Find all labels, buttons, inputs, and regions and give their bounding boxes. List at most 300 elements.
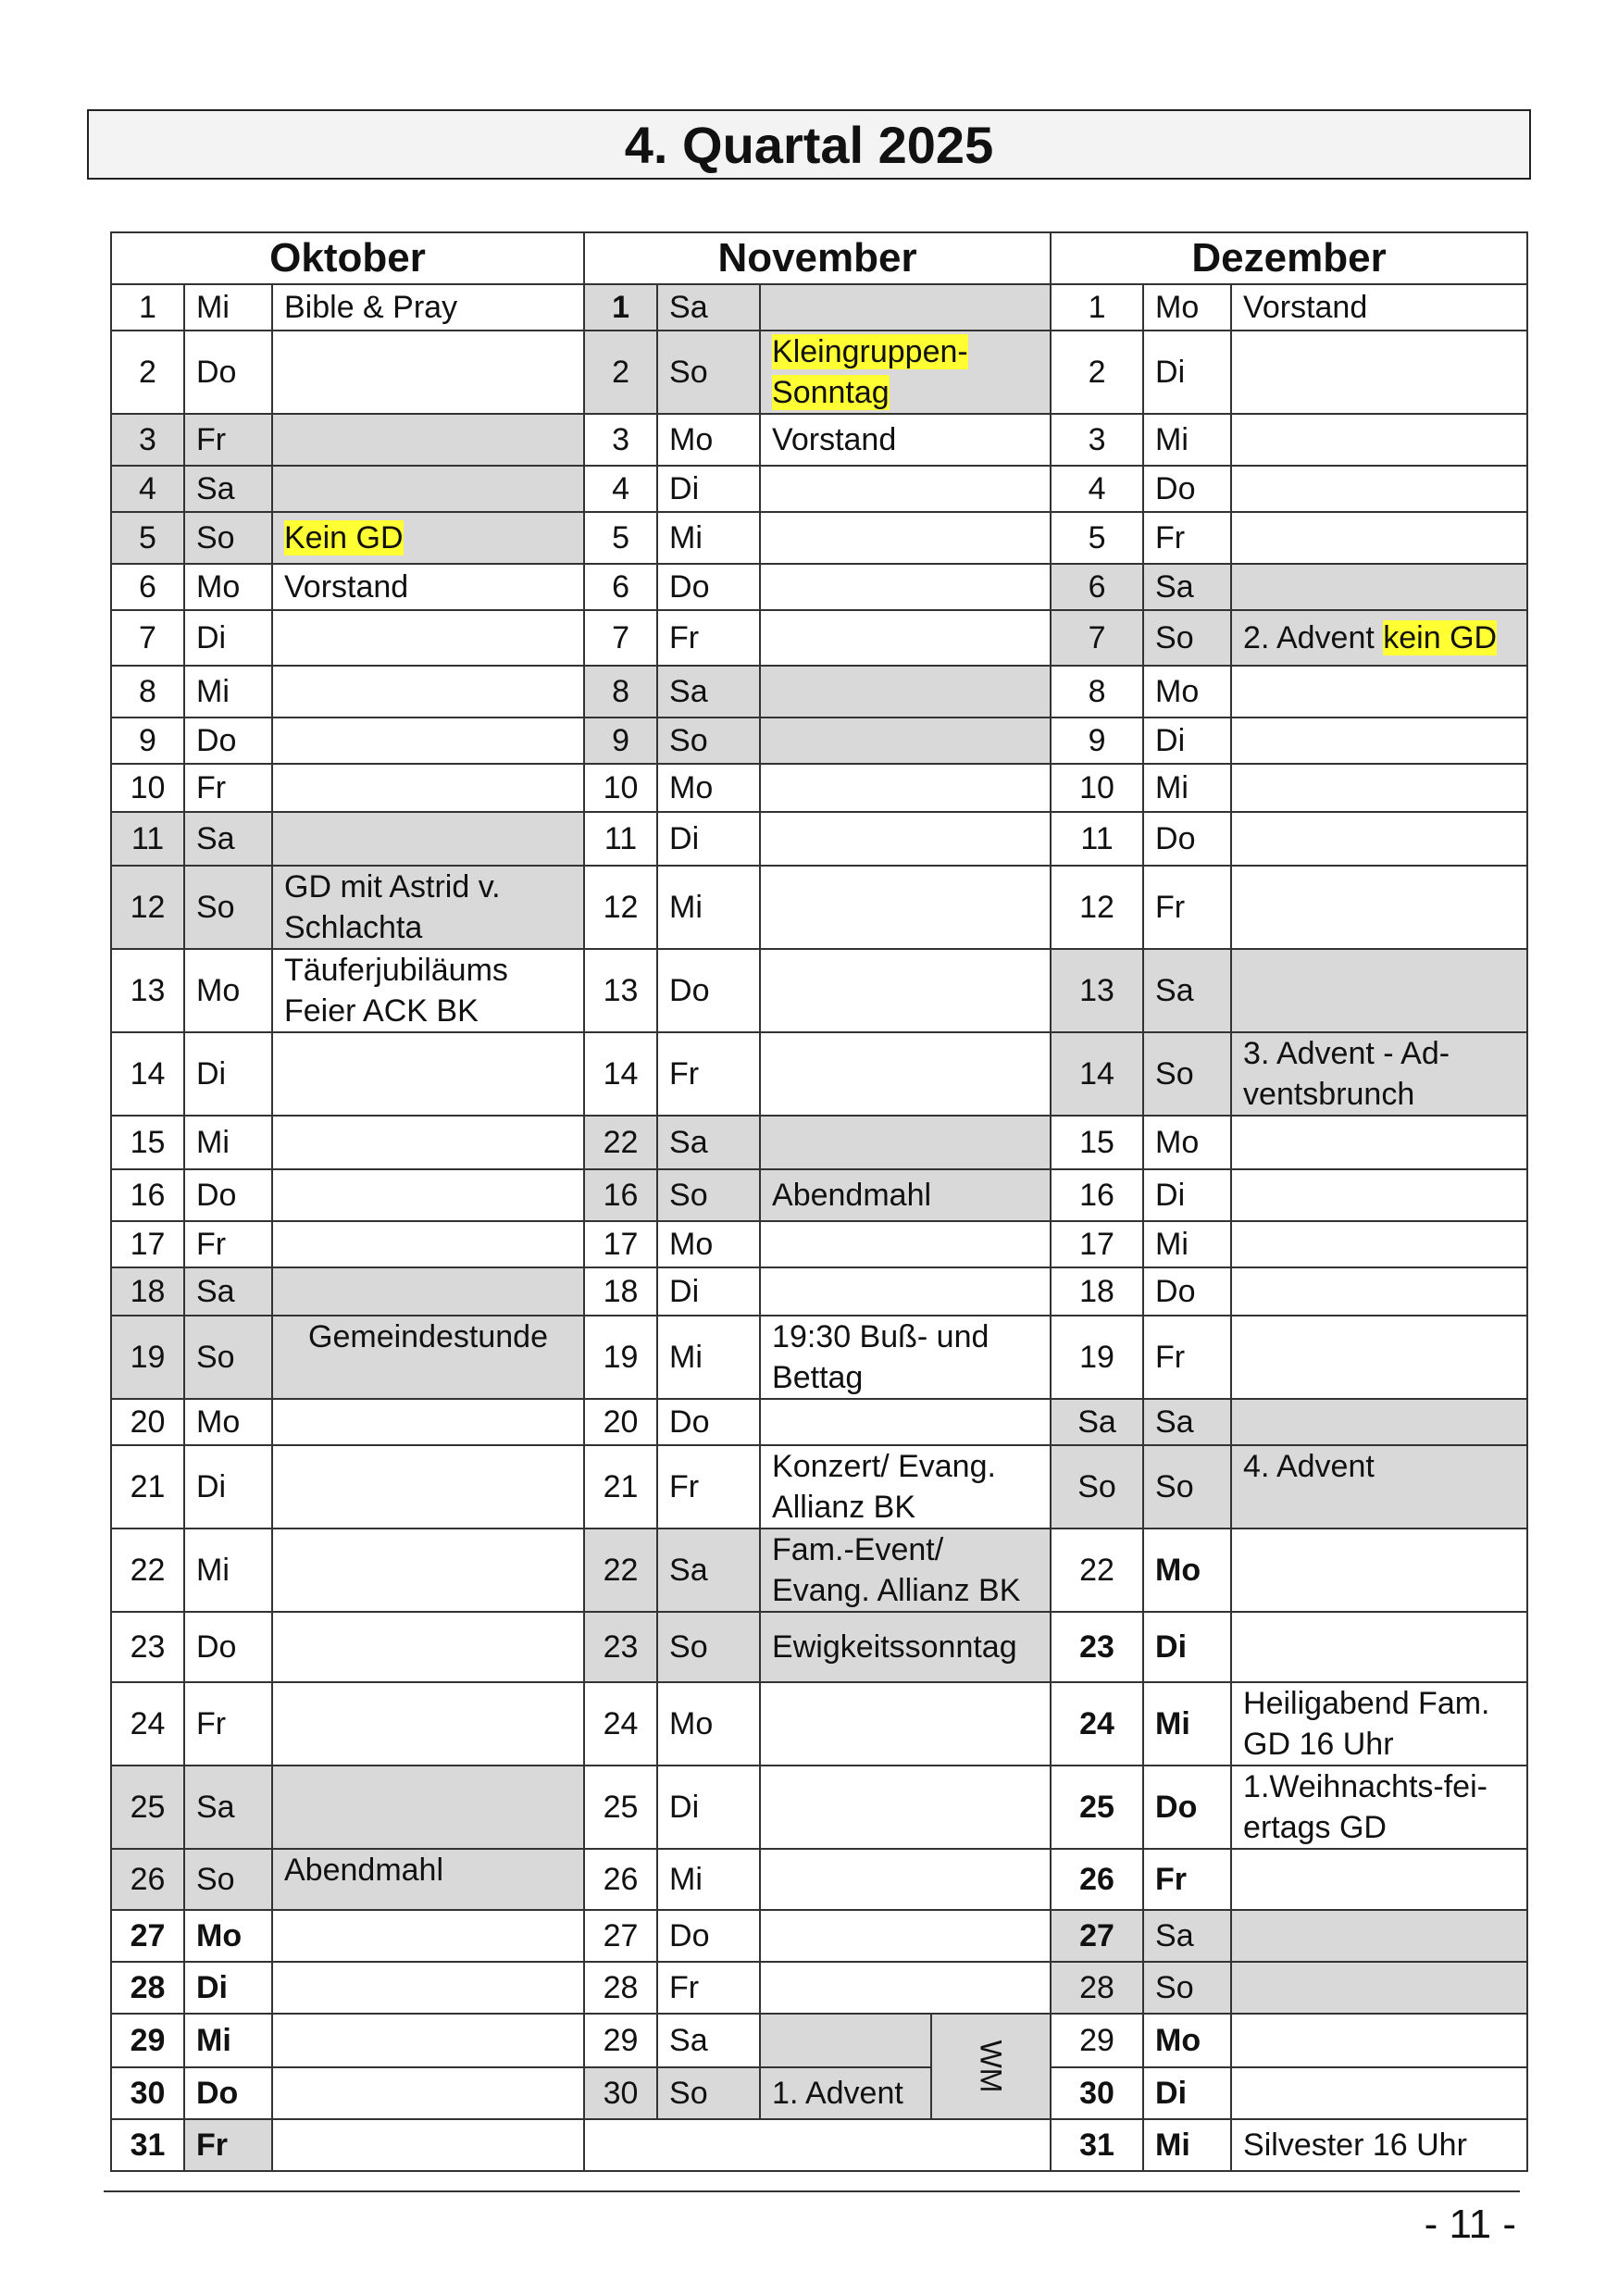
nov-day: 13 — [584, 949, 657, 1032]
okt-weekday: Sa — [184, 812, 272, 866]
okt-weekday: So — [184, 512, 272, 564]
okt-event: Täuferjubiläums Feier ACK BK — [272, 949, 584, 1032]
dez-event — [1231, 1267, 1527, 1316]
okt-event — [272, 331, 584, 414]
dez-day: 27 — [1051, 1910, 1143, 1962]
nov-day: 18 — [584, 1267, 657, 1316]
nov-event — [760, 1267, 1051, 1316]
nov-weekday: So — [657, 2067, 760, 2119]
okt-day: 1 — [111, 284, 184, 331]
nov-day: 1 — [584, 284, 657, 331]
okt-event — [272, 1612, 584, 1682]
nov-day: 20 — [584, 1399, 657, 1445]
table-row — [111, 1169, 1527, 1221]
okt-weekday: So — [184, 866, 272, 949]
nov-day: 22 — [584, 1116, 657, 1169]
dez-weekday: Mi — [1143, 1682, 1231, 1766]
okt-event — [272, 1267, 584, 1316]
okt-event — [272, 1682, 584, 1766]
okt-weekday: Sa — [184, 466, 272, 512]
dez-event — [1231, 1316, 1527, 1399]
okt-event — [272, 610, 584, 666]
okt-event — [272, 1962, 584, 2014]
okt-event — [272, 1399, 584, 1445]
dez-event — [1231, 718, 1527, 764]
dez-weekday: Fr — [1143, 866, 1231, 949]
nov-event — [760, 1221, 1051, 1267]
okt-event — [272, 2119, 584, 2171]
nov-event: Vorstand — [760, 414, 1051, 466]
okt-event — [272, 1910, 584, 1962]
dez-day: 18 — [1051, 1267, 1143, 1316]
dez-event: 1.Weihnachts-fei-ertags GD — [1231, 1766, 1527, 1849]
dez-event — [1231, 564, 1527, 610]
nov-day: 5 — [584, 512, 657, 564]
dez-weekday: So — [1143, 1445, 1231, 1529]
wm-label — [931, 2014, 1051, 2119]
nov-event — [760, 1849, 1051, 1910]
nov-day: 21 — [584, 1445, 657, 1529]
okt-weekday: Mo — [184, 564, 272, 610]
dez-event — [1231, 414, 1527, 466]
dez-day: 8 — [1051, 666, 1143, 718]
table-row — [111, 564, 1527, 610]
nov-weekday: Mo — [657, 1221, 760, 1267]
dez-weekday: Sa — [1143, 1399, 1231, 1445]
dez-day: 13 — [1051, 949, 1143, 1032]
nov-event — [760, 1910, 1051, 1962]
table-row — [111, 512, 1527, 564]
table-row — [111, 718, 1527, 764]
nov-day: 24 — [584, 1682, 657, 1766]
okt-event — [272, 1221, 584, 1267]
nov-event — [760, 512, 1051, 564]
nov-event — [760, 1682, 1051, 1766]
nov-event — [760, 812, 1051, 866]
dez-weekday: Di — [1143, 2067, 1231, 2119]
table-row — [111, 812, 1527, 866]
nov-event — [760, 2014, 931, 2067]
dez-day: 9 — [1051, 718, 1143, 764]
dez-event — [1231, 949, 1527, 1032]
nov-event — [760, 949, 1051, 1032]
nov-event: 19:30 Buß- und Bettag — [760, 1316, 1051, 1399]
table-row — [111, 331, 1527, 414]
dez-event: Silvester 16 Uhr — [1231, 2119, 1527, 2171]
nov-day: 3 — [584, 414, 657, 466]
okt-event: Bible & Pray — [272, 284, 584, 331]
nov-weekday: Fr — [657, 1962, 760, 2014]
okt-event — [272, 2067, 584, 2119]
table-row — [111, 949, 1527, 1032]
dez-event — [1231, 331, 1527, 414]
okt-day: 31 — [111, 2119, 184, 2171]
dez-event: 3. Advent - Ad-ventsbrunch — [1231, 1032, 1527, 1116]
nov-day: 2 — [584, 331, 657, 414]
table-row — [111, 1682, 1527, 1766]
okt-day: 15 — [111, 1116, 184, 1169]
table-row — [111, 1766, 1527, 1849]
table-row — [111, 2067, 1527, 2119]
dez-event — [1231, 1910, 1527, 1962]
dez-day: 22 — [1051, 1529, 1143, 1612]
okt-weekday: Do — [184, 718, 272, 764]
okt-day: 18 — [111, 1267, 184, 1316]
okt-day: 8 — [111, 666, 184, 718]
dez-weekday: Fr — [1143, 512, 1231, 564]
dez-weekday: Do — [1143, 1766, 1231, 1849]
nov-weekday: Mo — [657, 414, 760, 466]
nov-weekday: Mi — [657, 512, 760, 564]
dez-event: 4. Advent — [1231, 1445, 1527, 1529]
dez-day: 16 — [1051, 1169, 1143, 1221]
dez-event — [1231, 1962, 1527, 2014]
dez-event — [1231, 610, 1527, 666]
okt-weekday: So — [184, 1316, 272, 1399]
nov-weekday: Fr — [657, 610, 760, 666]
nov-event — [760, 331, 1051, 414]
okt-day: 4 — [111, 466, 184, 512]
okt-event — [272, 1116, 584, 1169]
nov-event — [760, 564, 1051, 610]
nov-day: 10 — [584, 764, 657, 812]
okt-weekday: Mi — [184, 666, 272, 718]
okt-day: 19 — [111, 1316, 184, 1399]
nov-day: 23 — [584, 1612, 657, 1682]
nov-day: 22 — [584, 1529, 657, 1612]
okt-day: 20 — [111, 1399, 184, 1445]
okt-day: 9 — [111, 718, 184, 764]
table-row — [111, 1612, 1527, 1682]
nov-day: 29 — [584, 2014, 657, 2067]
nov-day: 11 — [584, 812, 657, 866]
nov-weekday: Di — [657, 1766, 760, 1849]
dez-weekday: Mo — [1143, 1116, 1231, 1169]
table-row — [111, 866, 1527, 949]
okt-weekday: Mo — [184, 949, 272, 1032]
okt-day: 11 — [111, 812, 184, 866]
okt-event — [272, 666, 584, 718]
nov-day: 19 — [584, 1316, 657, 1399]
dez-event — [1231, 1849, 1527, 1910]
dez-day: 2 — [1051, 331, 1143, 414]
okt-weekday: Di — [184, 1032, 272, 1116]
dez-day: 19 — [1051, 1316, 1143, 1399]
nov-weekday: So — [657, 718, 760, 764]
nov-event — [760, 1032, 1051, 1116]
okt-weekday: Fr — [184, 764, 272, 812]
okt-event — [272, 1445, 584, 1529]
dez-weekday: Mo — [1143, 284, 1231, 331]
wm-label-text: WM — [974, 2040, 1008, 2093]
okt-day: 2 — [111, 331, 184, 414]
dez-event — [1231, 1169, 1527, 1221]
okt-day: 28 — [111, 1962, 184, 2014]
okt-weekday: Do — [184, 1612, 272, 1682]
page-number: - 11 - — [1424, 2202, 1516, 2247]
nov-weekday: Sa — [657, 284, 760, 331]
table-row — [111, 2119, 1527, 2171]
nov-weekday: Sa — [657, 2014, 760, 2067]
nov-weekday: Mo — [657, 1682, 760, 1766]
dez-event — [1231, 2067, 1527, 2119]
okt-day: 3 — [111, 414, 184, 466]
nov-day: 7 — [584, 610, 657, 666]
nov-day: 17 — [584, 1221, 657, 1267]
dez-weekday: Mo — [1143, 2014, 1231, 2067]
dez-event — [1231, 1612, 1527, 1682]
dez-day: 7 — [1051, 610, 1143, 666]
calendar-table — [110, 231, 1528, 2172]
okt-weekday: Sa — [184, 1267, 272, 1316]
dez-weekday: Mi — [1143, 764, 1231, 812]
dez-day: 14 — [1051, 1032, 1143, 1116]
nov-event — [760, 718, 1051, 764]
nov-event — [760, 666, 1051, 718]
okt-day: 25 — [111, 1766, 184, 1849]
okt-event — [272, 466, 584, 512]
nov-day: 16 — [584, 1169, 657, 1221]
dez-event — [1231, 1116, 1527, 1169]
dez-day: 24 — [1051, 1682, 1143, 1766]
dez-weekday: Sa — [1143, 564, 1231, 610]
okt-event — [272, 1169, 584, 1221]
okt-weekday: Mi — [184, 1529, 272, 1612]
okt-event-highlight: Kein GD — [284, 520, 404, 555]
nov-day: 27 — [584, 1910, 657, 1962]
okt-day: 6 — [111, 564, 184, 610]
table-row — [111, 1910, 1527, 1962]
nov-weekday: Do — [657, 564, 760, 610]
dez-day: 11 — [1051, 812, 1143, 866]
okt-weekday: Sa — [184, 1766, 272, 1849]
nov-weekday: Do — [657, 1399, 760, 1445]
okt-event — [272, 718, 584, 764]
dez-event — [1231, 866, 1527, 949]
dez-weekday: Mo — [1143, 1529, 1231, 1612]
nov-event — [760, 764, 1051, 812]
dez-day: 23 — [1051, 1612, 1143, 1682]
okt-event — [272, 764, 584, 812]
dez-day: 12 — [1051, 866, 1143, 949]
dez-day: Sa — [1051, 1399, 1143, 1445]
okt-event — [272, 1529, 584, 1612]
dez-day: So — [1051, 1445, 1143, 1529]
nov-day: 14 — [584, 1032, 657, 1116]
table-row — [111, 610, 1527, 666]
nov-weekday: Fr — [657, 1032, 760, 1116]
okt-day: 27 — [111, 1910, 184, 1962]
dez-weekday: Fr — [1143, 1316, 1231, 1399]
nov-day: 30 — [584, 2067, 657, 2119]
table-row — [111, 1399, 1527, 1445]
nov-weekday: So — [657, 1612, 760, 1682]
dez-day: 15 — [1051, 1116, 1143, 1169]
okt-weekday: Di — [184, 1445, 272, 1529]
okt-weekday: Fr — [184, 414, 272, 466]
okt-day: 23 — [111, 1612, 184, 1682]
dez-weekday: Mi — [1143, 1221, 1231, 1267]
dez-weekday: Mi — [1143, 414, 1231, 466]
okt-event: Abendmahl — [272, 1849, 584, 1910]
dez-day: 26 — [1051, 1849, 1143, 1910]
dez-day: 28 — [1051, 1962, 1143, 2014]
dez-event-highlight: kein GD — [1383, 620, 1498, 655]
okt-event — [272, 414, 584, 466]
okt-weekday: Mi — [184, 2014, 272, 2067]
nov-day: 9 — [584, 718, 657, 764]
nov-weekday: Mi — [657, 1316, 760, 1399]
nov-event — [760, 1766, 1051, 1849]
okt-day: 7 — [111, 610, 184, 666]
okt-weekday: Do — [184, 331, 272, 414]
dez-day: 25 — [1051, 1766, 1143, 1849]
month-header-oktober: Oktober — [111, 232, 584, 284]
okt-day: 24 — [111, 1682, 184, 1766]
okt-day: 26 — [111, 1849, 184, 1910]
dez-day: 4 — [1051, 466, 1143, 512]
dez-day: 1 — [1051, 284, 1143, 331]
okt-event: Vorstand — [272, 564, 584, 610]
okt-event — [272, 812, 584, 866]
okt-day: 13 — [111, 949, 184, 1032]
dez-weekday: So — [1143, 610, 1231, 666]
table-row — [111, 1221, 1527, 1267]
dez-event: Heiligabend Fam. GD 16 Uhr — [1231, 1682, 1527, 1766]
okt-weekday: Do — [184, 2067, 272, 2119]
dez-weekday: So — [1143, 1032, 1231, 1116]
table-row — [111, 1529, 1527, 1612]
okt-weekday: Fr — [184, 1682, 272, 1766]
nov-weekday: Di — [657, 812, 760, 866]
okt-weekday: Fr — [184, 2119, 272, 2171]
dez-weekday: Fr — [1143, 1849, 1231, 1910]
nov-event — [760, 1399, 1051, 1445]
dez-day: 29 — [1051, 2014, 1143, 2067]
table-row — [111, 764, 1527, 812]
okt-event: GD mit Astrid v. Schlachta — [272, 866, 584, 949]
dez-event: Vorstand — [1231, 284, 1527, 331]
nov-weekday: Mi — [657, 1849, 760, 1910]
table-row — [111, 666, 1527, 718]
dez-day: 3 — [1051, 414, 1143, 466]
nov-weekday: Di — [657, 466, 760, 512]
dez-day: 30 — [1051, 2067, 1143, 2119]
dez-day: 10 — [1051, 764, 1143, 812]
dez-weekday: Sa — [1143, 949, 1231, 1032]
table-row — [111, 1316, 1527, 1399]
nov-event: Ewigkeitssonntag — [760, 1612, 1051, 1682]
nov-event: Fam.-Event/ Evang. Allianz BK — [760, 1529, 1051, 1612]
okt-day: 17 — [111, 1221, 184, 1267]
okt-event — [272, 1032, 584, 1116]
dez-day: 17 — [1051, 1221, 1143, 1267]
nov-event — [760, 866, 1051, 949]
nov-weekday: So — [657, 1169, 760, 1221]
dez-weekday: Do — [1143, 1267, 1231, 1316]
dez-weekday: Mo — [1143, 666, 1231, 718]
okt-day: 14 — [111, 1032, 184, 1116]
okt-event — [272, 512, 584, 564]
dez-event — [1231, 666, 1527, 718]
nov-day: 4 — [584, 466, 657, 512]
okt-day: 22 — [111, 1529, 184, 1612]
nov-weekday: Sa — [657, 1116, 760, 1169]
nov-day: 6 — [584, 564, 657, 610]
nov-weekday: Di — [657, 1267, 760, 1316]
dez-weekday: Di — [1143, 331, 1231, 414]
nov-event — [760, 1962, 1051, 2014]
dez-event — [1231, 466, 1527, 512]
nov-event — [760, 610, 1051, 666]
okt-day: 30 — [111, 2067, 184, 2119]
month-header-row — [111, 232, 1527, 284]
dez-weekday: Sa — [1143, 1910, 1231, 1962]
nov-event — [760, 284, 1051, 331]
table-row — [111, 1849, 1527, 1910]
nov-weekday: Mo — [657, 764, 760, 812]
dez-weekday: Di — [1143, 1612, 1231, 1682]
dez-event — [1231, 2014, 1527, 2067]
footer-rule — [104, 2190, 1520, 2192]
okt-day: 16 — [111, 1169, 184, 1221]
nov-weekday: Do — [657, 1910, 760, 1962]
dez-event — [1231, 812, 1527, 866]
dez-day: 31 — [1051, 2119, 1143, 2171]
dez-weekday: Di — [1143, 1169, 1231, 1221]
table-row — [111, 1962, 1527, 2014]
nov-day: 12 — [584, 866, 657, 949]
nov-weekday: Do — [657, 949, 760, 1032]
okt-weekday: Di — [184, 610, 272, 666]
okt-weekday: Mi — [184, 284, 272, 331]
okt-event — [272, 2014, 584, 2067]
nov-weekday: Fr — [657, 1445, 760, 1529]
nov-event — [760, 466, 1051, 512]
okt-weekday: Fr — [184, 1221, 272, 1267]
dez-day: 6 — [1051, 564, 1143, 610]
okt-event: Gemeindestunde — [272, 1316, 584, 1399]
month-header-november: November — [584, 232, 1051, 284]
nov-event-highlight: Kleingruppen-Sonntag — [772, 334, 968, 410]
nov-day: 26 — [584, 1849, 657, 1910]
okt-weekday: Di — [184, 1962, 272, 2014]
nov-event: Abendmahl — [760, 1169, 1051, 1221]
table-row — [111, 1267, 1527, 1316]
okt-event — [272, 1766, 584, 1849]
table-row — [111, 414, 1527, 466]
dez-event — [1231, 1221, 1527, 1267]
okt-day: 5 — [111, 512, 184, 564]
dez-event — [1231, 1529, 1527, 1612]
dez-weekday: Do — [1143, 466, 1231, 512]
okt-day: 10 — [111, 764, 184, 812]
nov-weekday: Sa — [657, 1529, 760, 1612]
nov-weekday: So — [657, 331, 760, 414]
dez-weekday: Do — [1143, 812, 1231, 866]
nov-weekday: Mi — [657, 866, 760, 949]
nov-day: 8 — [584, 666, 657, 718]
okt-weekday: So — [184, 1849, 272, 1910]
okt-weekday: Mi — [184, 1116, 272, 1169]
okt-day: 29 — [111, 2014, 184, 2067]
dez-weekday: Mi — [1143, 2119, 1231, 2171]
table-row — [111, 1116, 1527, 1169]
dez-weekday: So — [1143, 1962, 1231, 2014]
nov-weekday: Sa — [657, 666, 760, 718]
dez-event — [1231, 512, 1527, 564]
dez-event — [1231, 1399, 1527, 1445]
